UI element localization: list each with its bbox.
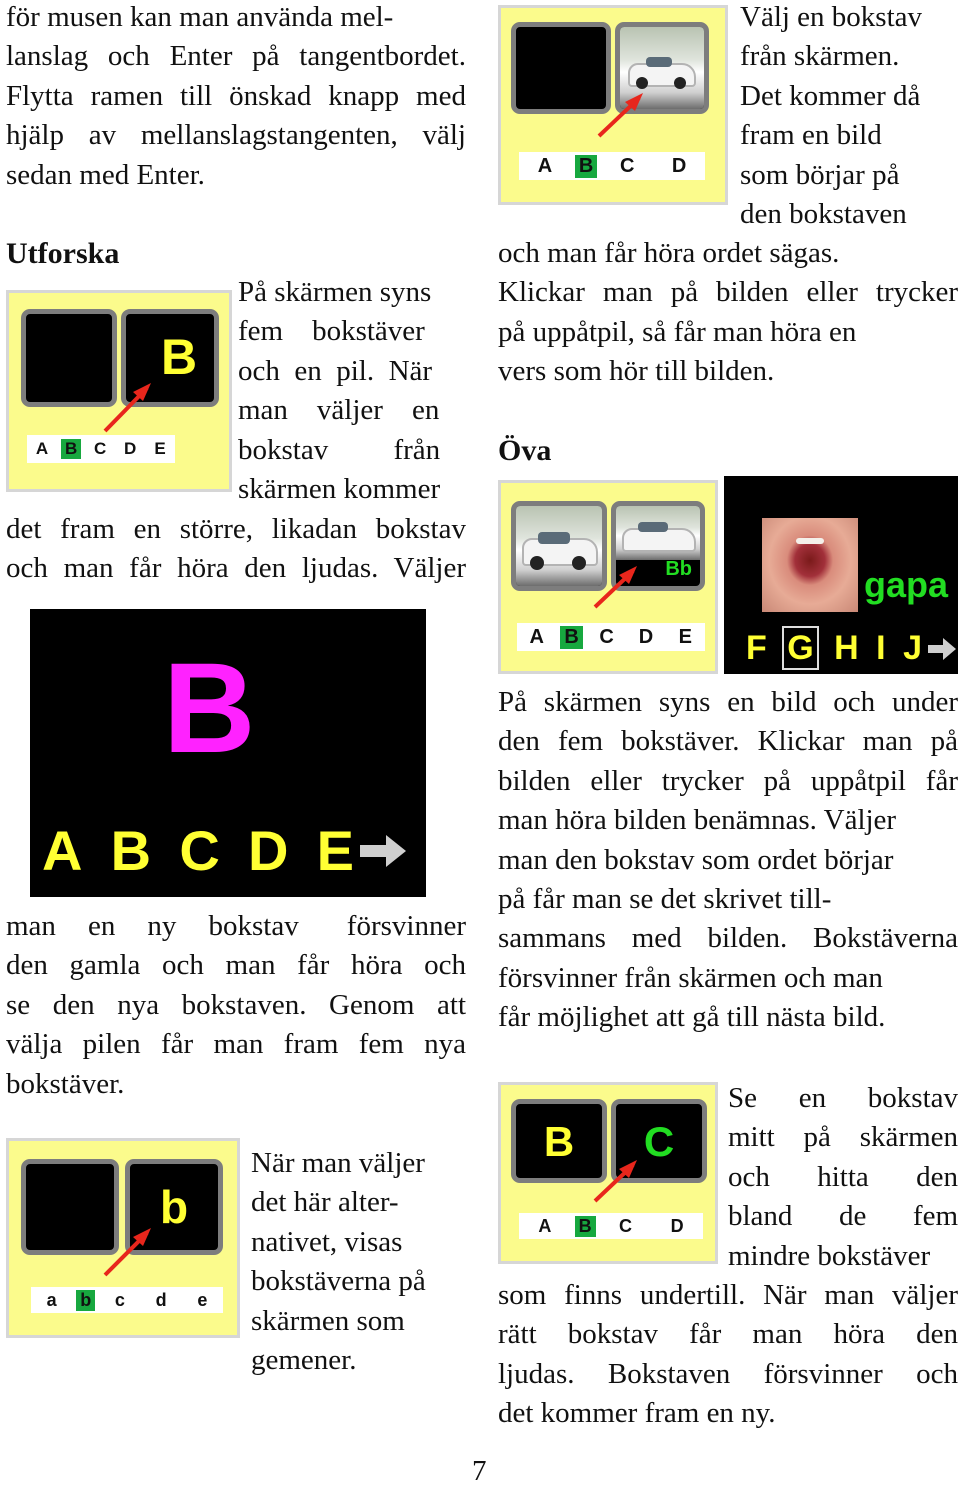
- text-line: och man får höra den ljudas. Väljer: [6, 552, 466, 585]
- text-line: och hitta den: [728, 1160, 958, 1193]
- text-line: bokstäver.: [6, 1067, 125, 1100]
- text-line: gemener.: [251, 1344, 357, 1377]
- text-line: skärmen kommer: [238, 473, 441, 506]
- find-icon-panel: [498, 1082, 718, 1264]
- text-line: ljudas. Bokstaven försvinner och: [498, 1357, 958, 1390]
- text-line: bilden eller trycker på uppåtpil får: [498, 764, 958, 797]
- explore-icon-panel: [6, 290, 232, 492]
- text-line: bokstäverna på: [251, 1265, 426, 1298]
- strip-letter: A: [529, 625, 544, 648]
- big-letter: B: [543, 1118, 575, 1165]
- text-line: mitt på skärmen: [728, 1121, 958, 1154]
- letter-strip: [519, 1213, 703, 1239]
- screen-letter: E: [316, 819, 354, 882]
- text-line: på får man se det skrivet till-: [498, 883, 832, 916]
- text-line: nativet, visas: [251, 1225, 403, 1258]
- letter-strip: [519, 152, 705, 180]
- arrow-icon: [9, 293, 235, 495]
- big-letter: C: [643, 1118, 675, 1165]
- text-line: När man väljer: [251, 1147, 425, 1179]
- screen-letter: C: [179, 819, 220, 882]
- screen-letter: J: [903, 629, 922, 667]
- text-line: Det kommer då: [740, 79, 921, 112]
- strip-letter: C: [619, 1215, 632, 1236]
- word-label: Bb: [665, 558, 692, 580]
- explore-screen: [30, 609, 426, 897]
- choose-icon-panel: [498, 5, 728, 205]
- arrow-icon: [501, 1085, 721, 1267]
- strip-letter: a: [46, 1289, 57, 1310]
- strip-letter: d: [155, 1289, 167, 1310]
- page-number: 7: [472, 1455, 487, 1487]
- text-line: den gamla och man får höra och: [6, 949, 466, 982]
- text-line: Flytta ramen till önskad knapp med: [6, 79, 466, 112]
- lowercase-icon-panel: [6, 1138, 240, 1338]
- screen-letter-row: [746, 628, 922, 668]
- lowercase-text: [251, 1144, 466, 1380]
- text-line: man den bokstav som ordet börjar: [498, 843, 894, 876]
- text-line: det fram en större, likadan bokstav: [6, 513, 466, 545]
- text-line: det här alter-: [251, 1186, 399, 1219]
- text-line: den bokstaven: [740, 198, 907, 231]
- practice-icon-panel: [498, 480, 718, 674]
- text-line: på uppåtpil, så får man höra en: [498, 315, 857, 348]
- big-letter: B: [160, 329, 198, 385]
- text-line: som börjar på: [740, 158, 900, 191]
- text-line: får möjlighet att gå till nästa bild.: [498, 1001, 886, 1034]
- text-line: Klickar man på bilden eller trycker: [498, 276, 958, 309]
- text-line: se den nya bokstaven. Genom att: [6, 988, 466, 1021]
- text-line: sedan med Enter.: [6, 158, 205, 191]
- letter-strip: [27, 435, 175, 463]
- mouth-photo: [762, 518, 858, 612]
- strip-letter: C: [619, 154, 635, 177]
- screen-letter: I: [876, 629, 886, 667]
- next-arrow-icon: [928, 636, 958, 664]
- strip-letter: D: [671, 154, 687, 177]
- practice-text: [498, 683, 958, 1038]
- strip-letter: D: [123, 439, 137, 458]
- explore-wrap-text: [238, 273, 466, 509]
- intro-paragraph: [6, 0, 466, 195]
- text-line: från skärmen.: [740, 40, 900, 73]
- strip-letter: C: [599, 625, 614, 648]
- strip-letter: A: [537, 154, 553, 177]
- text-line: fram en bild: [740, 119, 882, 152]
- screen-letter: B: [110, 819, 152, 882]
- text-line: för musen kan man använda mel-: [6, 1, 394, 33]
- mouth-teeth: [796, 538, 824, 544]
- strip-letter: C: [94, 439, 107, 458]
- find-wrap-text: [728, 1079, 958, 1276]
- text-line: man en ny bokstav försvinner: [6, 910, 466, 942]
- big-letter: b: [159, 1181, 189, 1233]
- text-line: mindre bokstäver: [728, 1239, 931, 1272]
- strip-letter: E: [154, 439, 166, 458]
- text-line: lanslag och Enter på tangentbordet.: [6, 40, 466, 73]
- screen-word: gapa: [864, 564, 949, 605]
- screen-letter-selected: G: [784, 628, 816, 668]
- letter-strip: [517, 623, 705, 651]
- text-line: skärmen som: [251, 1304, 405, 1337]
- text-line: man höra bilden benämnas. Väljer: [498, 804, 897, 837]
- explore-full-text: [6, 510, 466, 589]
- text-line: försvinner från skärmen och man: [498, 961, 883, 994]
- next-arrow-icon: [360, 831, 410, 871]
- strip-letter: A: [538, 1215, 552, 1236]
- text-line: bokstav från: [238, 433, 441, 466]
- text-line: Se en bokstav: [728, 1082, 958, 1114]
- heading-explore: Utforska: [6, 237, 120, 270]
- text-line: sammans med bilden. Bokstäverna: [498, 922, 958, 955]
- strip-letter-selected: B: [61, 439, 81, 459]
- after-screen-text: [6, 907, 466, 1104]
- text-line: fem bokstäver: [238, 315, 425, 348]
- text-line: vers som hör till bilden.: [498, 355, 775, 388]
- strip-letter-selected: B: [575, 155, 597, 178]
- text-line: och en pil. När: [238, 354, 433, 387]
- screen-letter: F: [746, 629, 767, 667]
- screen-letter: D: [247, 819, 289, 882]
- practice-screen: [724, 476, 958, 674]
- text-line: välja pilen får man fram fem nya: [6, 1028, 466, 1061]
- find-full-text: [498, 1276, 958, 1434]
- text-line: På skärmen syns: [238, 276, 432, 308]
- text-line: det kommer fram en ny.: [498, 1397, 776, 1430]
- text-line: och man får höra ordet sägas.: [498, 237, 840, 269]
- text-line: Välj en bokstav: [740, 1, 923, 33]
- strip-letter: e: [197, 1289, 208, 1310]
- text-line: bland de fem: [728, 1200, 958, 1233]
- strip-letter-selected: B: [560, 626, 582, 649]
- text-line: som finns undertill. När man väljer: [498, 1279, 958, 1311]
- choose-full-text: [498, 234, 958, 392]
- text-line: den fem bokstäver. Klickar man på: [498, 725, 958, 758]
- choose-wrap-text: [740, 0, 958, 234]
- screen-letter: H: [834, 629, 859, 667]
- strip-letter-selected: B: [575, 1216, 596, 1237]
- strip-letter: D: [670, 1215, 684, 1236]
- text-line: På skärmen syns en bild och under: [498, 686, 958, 718]
- text-line: man väljer en: [238, 394, 440, 427]
- strip-letter: c: [114, 1289, 125, 1310]
- screen-big-letter: B: [163, 637, 256, 780]
- screen-letter: A: [42, 819, 83, 882]
- text-line: hjälp av mellanslagstangenten, välj: [6, 119, 466, 152]
- strip-letter: A: [35, 439, 49, 458]
- strip-letter-selected: b: [76, 1290, 95, 1311]
- letter-strip: [31, 1287, 223, 1313]
- strip-letter: D: [638, 625, 654, 648]
- text-line: rätt bokstav får man höra den: [498, 1318, 958, 1351]
- strip-letter: E: [678, 625, 692, 648]
- screen-letter-row: [42, 815, 354, 887]
- heading-practice: Öva: [498, 434, 552, 467]
